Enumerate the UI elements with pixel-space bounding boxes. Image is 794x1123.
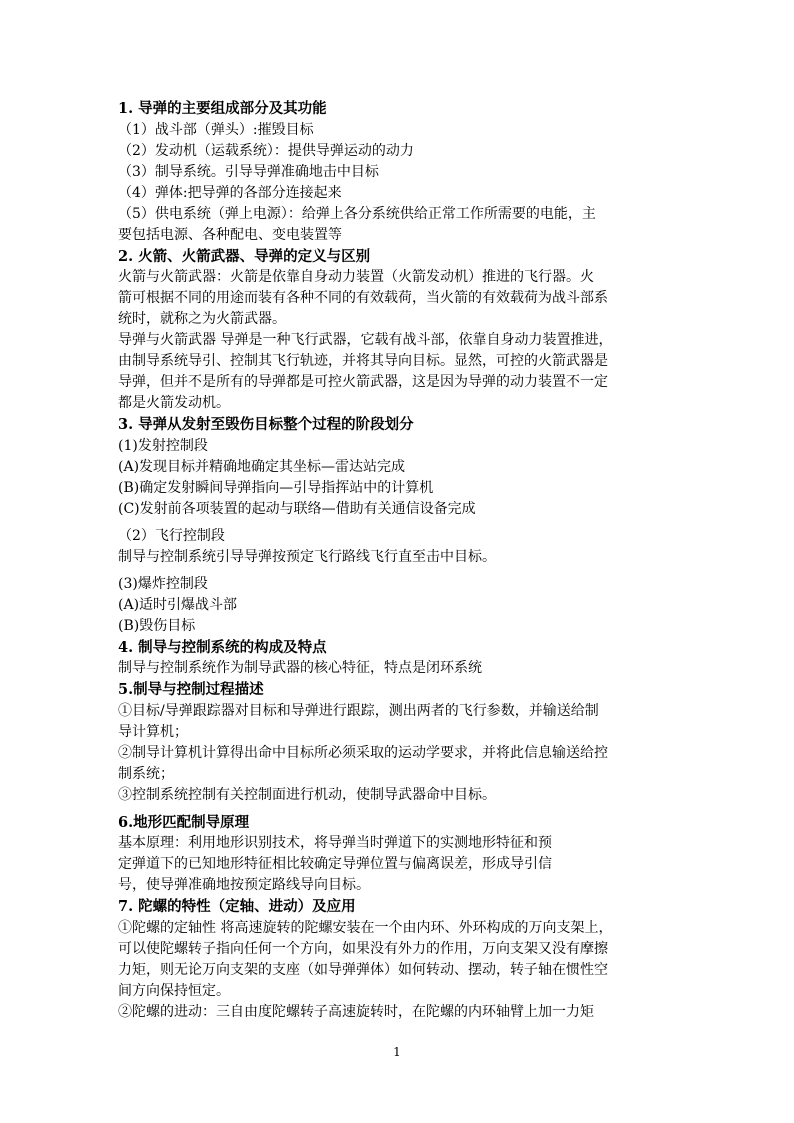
- text-line: 都是火箭发动机。: [118, 395, 230, 411]
- text-line: 基本原理：利用地形识别技术，将导弹当时弹道下的实测地形特征和预: [118, 835, 552, 851]
- page-number: 1: [393, 1045, 401, 1059]
- text-line: 力矩，则无论万向支架的支座（如导弹弹体）如何转动、摆动，转子轴在惯性空: [118, 961, 608, 978]
- text-line: ③控制系统控制有关控制面进行机动，使制导武器命中目标。: [118, 786, 496, 803]
- text-line: 定弹道下的已知地形特征相比较确定导弹位置与偏离误差，形成导引信: [118, 856, 552, 872]
- text-line: 可以使陀螺转子指向任何一个方向，如果没有外力的作用，万向支架又没有摩擦: [118, 940, 608, 957]
- text-line: (1)发射控制段: [118, 437, 208, 454]
- text-line: 导计算机；: [118, 723, 188, 740]
- text-line: 导弹，但并不是所有的导弹都是可控火箭武器，这是因为导弹的动力装置不一定: [118, 374, 608, 390]
- text-line: 间方向保持恒定。: [118, 982, 230, 999]
- text-line: 统时，就称之为火箭武器。: [118, 311, 286, 327]
- text-line: （1）战斗部（弹头）:摧毁目标: [118, 121, 314, 138]
- text-line: (B)确定发射瞬间导弹指向—引导指挥站中的计算机: [118, 479, 434, 496]
- text-line: 由制导系统导引、控制其飞行轨迹，并将其导向目标。显然，可控的火箭武器是: [118, 353, 608, 369]
- text-line: （4）弹体:把导弹的各部分连接起来: [118, 184, 342, 201]
- section-heading: 6.地形匹配制导原理: [118, 813, 250, 831]
- text-line: ②制导计算机计算得出命中目标所必须采取的运动学要求，并将此信息输送给控: [118, 744, 608, 761]
- text-line: 火箭与火箭武器：火箭是依靠自身动力装置（火箭发动机）推进的飞行器。火: [118, 269, 594, 285]
- text-line: ①陀螺的定轴性 将高速旋转的陀螺安装在一个由内环、外环构成的万向支架上，: [118, 919, 613, 936]
- text-line: ①目标/导弹跟踪器对目标和导弹进行跟踪，测出两者的飞行参数，并输送给制: [118, 702, 599, 719]
- text-line: 制导与控制系统引导导弹按预定飞行路线飞行直至击中目标。: [118, 548, 496, 565]
- text-line: （2）飞行控制段: [118, 527, 225, 544]
- text-line: (C)发射前各项装置的起动与联络—借助有关通信设备完成: [118, 500, 476, 517]
- section-heading: 7. 陀螺的特性（定轴、进动）及应用: [118, 898, 356, 915]
- section-heading: 2. 火箭、火箭武器、导弹的定义与区别: [118, 247, 371, 265]
- section-heading: 1. 导弹的主要组成部分及其功能: [118, 100, 327, 117]
- text-line: 要包括电源、各种配电、变电装置等: [118, 226, 342, 243]
- section-heading: 5.制导与控制过程描述: [118, 681, 264, 698]
- text-line: ②陀螺的进动：三自由度陀螺转子高速旋转时，在陀螺的内环轴臂上加一力矩: [118, 1003, 594, 1020]
- text-line: 导弹与火箭武器 导弹是一种飞行武器，它载有战斗部，依靠自身动力装置推进，: [118, 332, 613, 348]
- text-line: 制系统；: [118, 765, 174, 782]
- text-line: (B)毁伤目标: [118, 617, 196, 634]
- text-line: (A)发现目标并精确地确定其坐标—雷达站完成: [118, 458, 406, 475]
- text-line: 制导与控制系统作为制导武器的核心特征，特点是闭环系统: [118, 660, 482, 676]
- section-heading: 3. 导弹从发射至毁伤目标整个过程的阶段划分: [118, 416, 414, 433]
- text-line: 号，使导弹准确地按预定路线导向目标。: [118, 877, 370, 893]
- text-line: （5）供电系统（弹上电源）：给弹上各分系统供给正常工作所需要的电能，主: [118, 205, 596, 222]
- document-body: [118, 98, 678, 1023]
- text-line: (A)适时引爆战斗部: [118, 596, 238, 613]
- section-heading: 4. 制导与控制系统的构成及特点: [118, 638, 327, 656]
- text-line: （3）制导系统。引导导弹准确地击中目标: [118, 163, 379, 180]
- text-line: (3)爆炸控制段: [118, 575, 208, 592]
- text-line: （2）发动机（运载系统）：提供导弹运动的动力: [118, 142, 414, 159]
- text-line: 箭可根据不同的用途而装有各种不同的有效载荷，当火箭的有效载荷为战斗部系: [118, 290, 608, 306]
